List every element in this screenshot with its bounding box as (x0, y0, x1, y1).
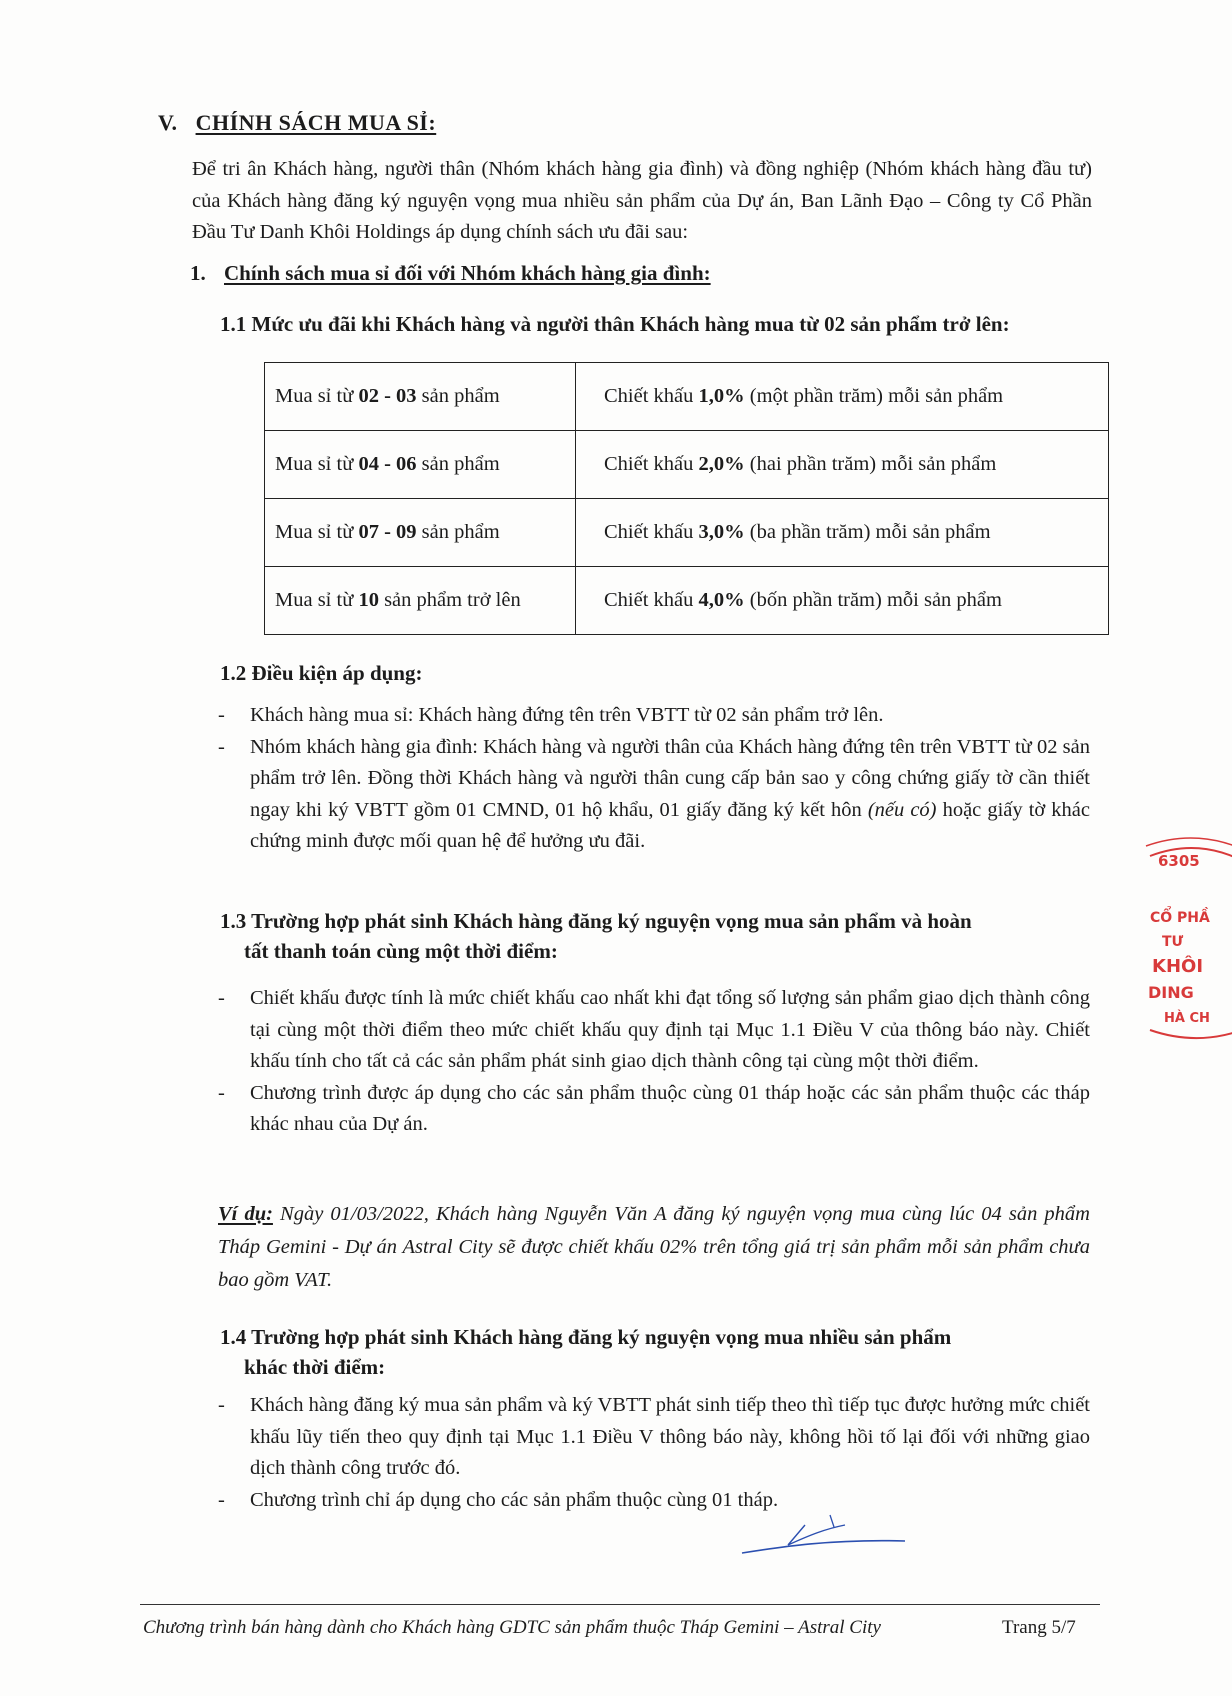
subsection-1-4-title: 1.4 Trường hợp phát sinh Khách hàng đăng ký nguyện vọng mua nhiều sản phẩm khác thời điểm: (220, 1325, 952, 1379)
svg-text:TƯ: TƯ (1162, 934, 1184, 950)
company-stamp (1142, 826, 1232, 1046)
table-cell-discount: Chiết khấu 1,0% (một phần trăm) mỗi sản phẩm (576, 363, 1109, 431)
list-item: - Khách hàng đăng ký mua sản phẩm và ký VBTT phát sinh tiếp theo thì tiếp tục được hưởng mức chiết khấu lũy tiến theo quy định tại Mục 1.1 Điều V thông báo này, không hồi tố lại đối với những giao dịch thành công trước đó. (218, 1394, 1090, 1479)
discount-table (264, 362, 1109, 635)
table-cell-quantity: Mua sỉ từ 07 - 09 sản phẩm (265, 499, 576, 567)
subsection-1-2-title: 1.2 Điều kiện áp dụng: (220, 661, 423, 685)
policy-title: Chính sách mua sỉ đối với Nhóm khách hàng gia đình: (224, 261, 711, 285)
table-cell-quantity: Mua sỉ từ 02 - 03 sản phẩm (265, 363, 576, 431)
list-item: - Chương trình chỉ áp dụng cho các sản phẩm thuộc cùng 01 tháp. (218, 1488, 779, 1511)
subsection-1-1-title: 1.1 Mức ưu đãi khi Khách hàng và người thân Khách hàng mua từ 02 sản phẩm trở lên: (220, 312, 1010, 336)
example-paragraph: Ví dụ: Ngày 01/03/2022, Khách hàng Nguyễn Văn A đăng ký nguyện vọng mua cùng lúc 04 sản phẩm Tháp Gemini - Dự án Astral City sẽ được chiết khấu 02% trên tổng giá trị sản phẩm mỗi sản phẩm chưa bao gồm VAT. (218, 1203, 1090, 1291)
policy-heading (190, 261, 711, 286)
table-row (265, 431, 1109, 499)
svg-text:KHÔI: KHÔI (1152, 956, 1204, 977)
subsection-1-3-title: 1.3 Trường hợp phát sinh Khách hàng đăng ký nguyện vọng mua sản phẩm và hoàn tất thanh toán cùng một thời điểm: (220, 909, 972, 963)
table-cell-quantity: Mua sỉ từ 04 - 06 sản phẩm (265, 431, 576, 499)
same-time-list (218, 983, 1090, 1141)
list-item: - Chiết khấu được tính là mức chiết khấu cao nhất khi đạt tổng số lượng sản phẩm giao dịch thành công tại cùng một thời điểm theo mức chiết khấu quy định tại Mục 1.1 Điều V của thông báo này. Chiết khấu tính cho tất cả các sản phẩm phát sinh giao dịch thành công tại cùng một thời điểm. (218, 987, 1090, 1072)
table-cell-discount: Chiết khấu 2,0% (hai phần trăm) mỗi sản phẩm (576, 431, 1109, 499)
svg-text:CỔ PHẦ: CỔ PHẦ (1150, 910, 1210, 926)
list-item: - Chương trình được áp dụng cho các sản phẩm thuộc cùng 01 tháp hoặc các sản phẩm thuộc các tháp khác nhau của Dự án. (218, 1081, 1090, 1135)
svg-text:6305: 6305 (1158, 852, 1200, 870)
page-number: Trang 5/7 (1002, 1617, 1076, 1638)
section-title: CHÍNH SÁCH MUA SỈ: (195, 110, 437, 135)
footer-divider (140, 1604, 1100, 1605)
section-number: V. (158, 110, 178, 135)
svg-text:HÀ CH: HÀ CH (1164, 1011, 1210, 1026)
intro-paragraph: Để tri ân Khách hàng, người thân (Nhóm khách hàng gia đình) và đồng nghiệp (Nhóm khách hàng đầu tư) của Khách hàng đăng ký nguyện vọng mua nhiều sản phẩm của Dự án, Ban Lãnh Đạo – Công ty Cổ Phần Đầu Tư Danh Khôi Holdings áp dụng chính sách ưu đãi sau: (192, 158, 1092, 243)
svg-text:DING: DING (1148, 983, 1194, 1002)
section-heading (158, 110, 436, 136)
footer-program-title: Chương trình bán hàng dành cho Khách hàng GDTC sản phẩm thuộc Tháp Gemini – Astral City (143, 1617, 881, 1638)
conditions-list (218, 700, 1090, 858)
table-row (265, 499, 1109, 567)
list-item: - Khách hàng mua sỉ: Khách hàng đứng tên trên VBTT từ 02 sản phẩm trở lên. (218, 704, 884, 726)
list-item: - Nhóm khách hàng gia đình: Khách hàng và người thân của Khách hàng đứng tên trên VBTT từ 02 sản phẩm trở lên. Đồng thời Khách hàng và người thân cung cấp bản sao y công chứng giấy tờ cần thiết ngay khi ký VBTT gồm 01 CMND, 01 hộ khẩu, 01 giấy đăng ký kết hôn (nếu có) hoặc giấy tờ khác chứng minh được mối quan hệ để hưởng ưu đãi. (218, 735, 1090, 852)
table-row (265, 363, 1109, 431)
table-cell-discount: Chiết khấu 3,0% (ba phần trăm) mỗi sản phẩm (576, 499, 1109, 567)
table-cell-discount: Chiết khấu 4,0% (bốn phần trăm) mỗi sản phẩm (576, 567, 1109, 635)
different-time-list (218, 1390, 1090, 1516)
policy-number: 1. (190, 261, 206, 285)
table-cell-quantity: Mua sỉ từ 10 sản phẩm trở lên (265, 567, 576, 635)
table-row (265, 567, 1109, 635)
signature (730, 1495, 910, 1565)
